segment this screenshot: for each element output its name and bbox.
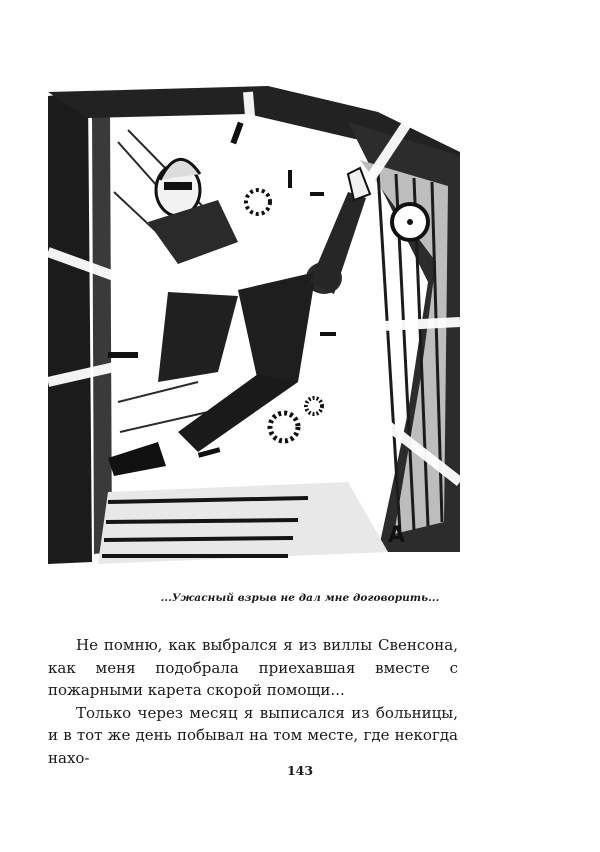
- page-number: 143: [286, 763, 314, 778]
- figure-caption: ...Ужасный взрыв не дал мне договорить...: [160, 592, 440, 604]
- explosion-illustration: [48, 82, 460, 574]
- body-text: [48, 634, 458, 769]
- artist-signature: A: [388, 523, 406, 548]
- paragraph-1: Не помню, как выбрался я из виллы Свенсона, как меня подобрала приехавшая вместе с пожарными карета скорой помощи...: [48, 636, 458, 699]
- illustration-drawing: [48, 82, 460, 574]
- paragraph-2: Только через месяц я выписался из больницы, и в тот же день побывал на том месте, где некогда нахо-: [48, 703, 458, 767]
